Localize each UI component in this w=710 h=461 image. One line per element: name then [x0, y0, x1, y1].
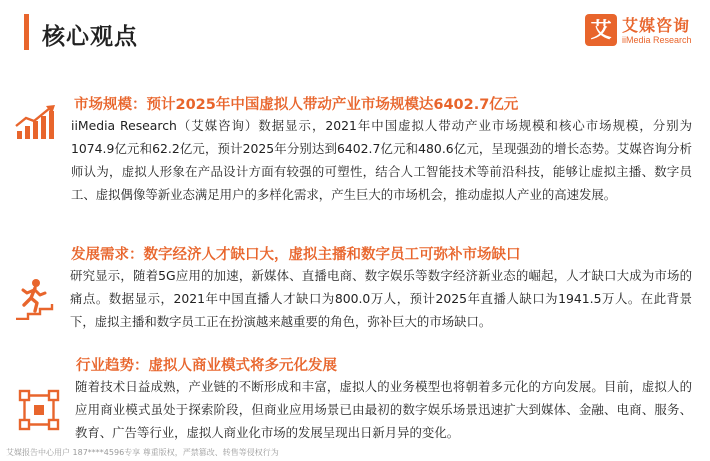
section-heading-demand: 发展需求：数字经济人才缺口大，虚拟主播和数字员工可弥补市场缺口 [71, 247, 521, 263]
network-nodes-icon [18, 389, 60, 431]
page-title: 核心观点 [42, 24, 138, 50]
section-body-market-size: iiMedia Research（艾媒咨询）数据显示，2021年中国虚拟人带动产业市场规模和核心市场规模，分别为1074.9亿元和62.2亿元，预计2025年分别达到6402.7亿元和480.6亿元，呈现强劲的增长态势。艾媒咨询分析师认为，虚拟人形象在产品设计方面有较强的可塑性，结合人工智能技术等前沿科技，能够让虚拟主播、数字员工、虚拟偶像等新业态满足用户的多样化需求，产生巨大的市场机会，推动虚拟人产业的高速发展。 [71, 118, 692, 202]
section-body-demand: 研究显示，随着5G应用的加速，新媒体、直播电商、数字娱乐等数字经济新业态的崛起，人才缺口大成为市场的痛点。数据显示，2021年中国直播人才缺口为800.0万人，预计2025年直播人缺口为1941.5万人。在此背景下，虚拟主播和数字员工正在扮演越来越重要的角色，弥补巨大的市场缺口。 [70, 268, 692, 329]
section-heading-trend: 行业趋势：虚拟人商业模式将多元化发展 [76, 358, 337, 374]
footer-copyright: 艾媒报告中心用户 187****4596专享 尊重版权，严禁篡改、转售等侵权行为 [6, 448, 279, 457]
section-heading-market-size: 市场规模：预计2025年中国虚拟人带动产业市场规模达6402.7亿元 [74, 97, 519, 113]
section-body-trend: 随着技术日益成熟，产业链的不断形成和丰富，虚拟人的业务模型也将朝着多元化的方向发展。目前，虚拟人的应用商业模式虽处于探索阶段，但商业应用场景已由最初的数字娱乐场景迅速扩大到媒体、金融、电商、服务、教育、广告等行业，虚拟人商业化市场的发展呈现出日新月异的变化。 [75, 379, 692, 440]
logo-text-en: iiMedia Research [622, 35, 692, 45]
brand-logo [585, 14, 703, 54]
logo-mark-icon: 艾 [585, 14, 617, 46]
growth-chart-icon [14, 104, 60, 142]
logo-text-cn: 艾媒咨询 [622, 16, 691, 35]
running-stairs-icon [14, 278, 58, 320]
title-accent-bar [24, 14, 29, 50]
